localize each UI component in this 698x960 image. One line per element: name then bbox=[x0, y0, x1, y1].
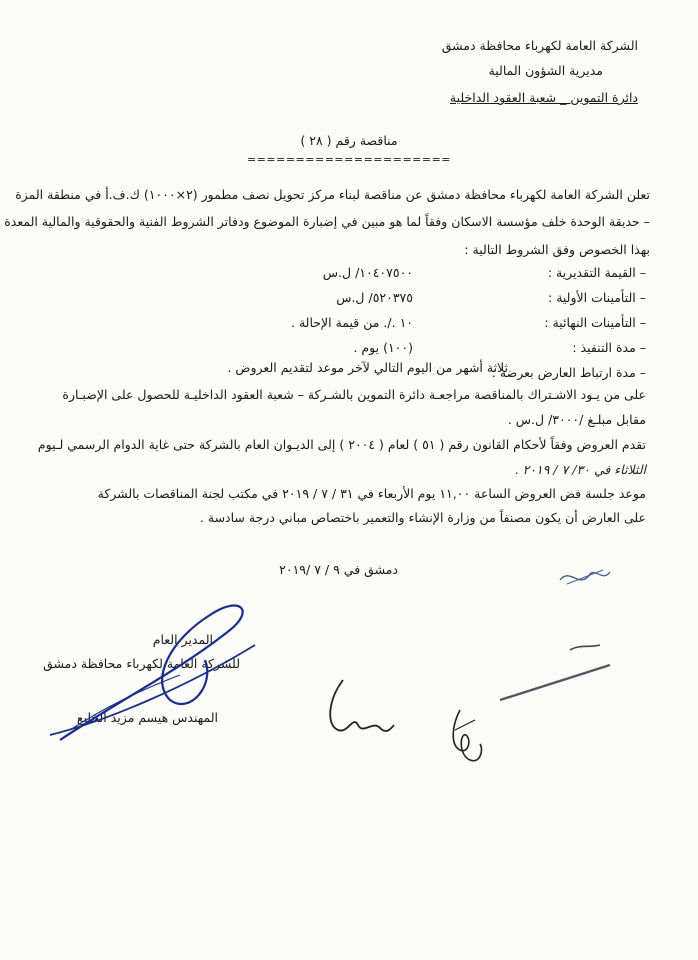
condition-value-initial-deposit: ٥٢٠٣٧٥/ ل.س bbox=[336, 290, 413, 305]
condition-value-bid-validity: ثلاثة أشهر من اليوم التالي لآخر موعد لتقديم العروض . bbox=[227, 360, 508, 375]
condition-label-estimated-value: – القيمة التقديرية : bbox=[547, 265, 646, 280]
initials-signature-icon bbox=[555, 562, 615, 592]
committee-signature-1-icon bbox=[318, 670, 398, 750]
document-date: دمشق في ٩ / ٧ /٢٠١٩ bbox=[279, 562, 398, 577]
tender-title: مناقصة رقم ( ٢٨ ) bbox=[300, 133, 398, 148]
intro-line-3: بهذا الخصوص وفق الشروط التالية : bbox=[464, 242, 650, 257]
condition-value-execution-period: (١٠٠) يوم . bbox=[353, 340, 413, 355]
signatory-name: المهندس هيسم مزيد الخليع bbox=[76, 710, 218, 725]
department-name: دائرة التموين _ شعبة العقود الداخلية bbox=[449, 90, 638, 105]
title-separator: ===================== bbox=[246, 153, 452, 166]
condition-label-initial-deposit: – التأمينات الأولية : bbox=[548, 290, 646, 305]
director-signature-icon bbox=[40, 590, 270, 750]
participation-line-1: على من يـود الاشـتراك بالمناقصة مراجعـة دائرة التموين بالشـركة – شعبة العقود الداخليـة للحصول على الإضبـارة bbox=[62, 387, 646, 402]
opening-line-2: على العارض أن يكون مصنفاً من وزارة الإنشاء والتعمير باختصاص مباني درجة سادسة . bbox=[199, 510, 646, 525]
condition-label-final-deposit: – التأمينات النهائية : bbox=[544, 315, 646, 330]
participation-line-2: مقابل مبلـغ /٣٠٠٠/ ل.س . bbox=[507, 412, 646, 427]
org-name: الشركة العامة لكهرباء محافظة دمشق bbox=[441, 38, 638, 53]
committee-signature-3-icon bbox=[480, 630, 620, 710]
condition-label-execution-period: – مدة التنفيذ : bbox=[572, 340, 646, 355]
intro-line-2: – حديقة الوحدة خلف مؤسسة الاسكان وفقاً لما هو مبين في إضبارة الموضوع ودفاتر الشروط الفنية والحقوقية والمالية المعدة bbox=[4, 214, 650, 229]
submission-line-1: تقدم العروض وفقاً لأحكام القانون رقم ( ٥١ ) لعام ( ٢٠٠٤ ) إلى الديـوان العام بالشركة حتى غاية الدوام الرسمي لـيوم bbox=[37, 437, 646, 452]
signatory-org: للشركة العامة لكهرباء محافظة دمشق bbox=[43, 656, 240, 671]
condition-value-final-deposit: ١٠ ./. من قيمة الإحالة . bbox=[291, 315, 413, 330]
signatory-role: المدير العام bbox=[152, 632, 213, 647]
submission-line-2: الثلاثاء في ٣٠/ ٧ / ٢٠١٩ . bbox=[514, 462, 646, 477]
condition-value-estimated-value: ١٠٤٠٧٥٠٠/ ل.س bbox=[322, 265, 413, 280]
intro-line-1: تعلن الشركة العامة لكهرباء محافظة دمشق عن مناقصة لبناء مركز تحويل نصف مطمور (٢×١٠٠٠) ك.ف.أ في منطقة المزة bbox=[15, 187, 650, 202]
directorate-name: مديرية الشؤون المالية bbox=[488, 63, 603, 78]
opening-line-1: موعد جلسة فض العروض الساعة ١١,٠٠ يوم الأربعاء في ٣١ / ٧ / ٢٠١٩ في مكتب لجنة المناقصات بالشركة bbox=[97, 486, 646, 501]
committee-signature-2-icon bbox=[440, 700, 500, 780]
condition-label-bid-validity: – مدة ارتباط العارض بعرضه : bbox=[491, 365, 646, 380]
